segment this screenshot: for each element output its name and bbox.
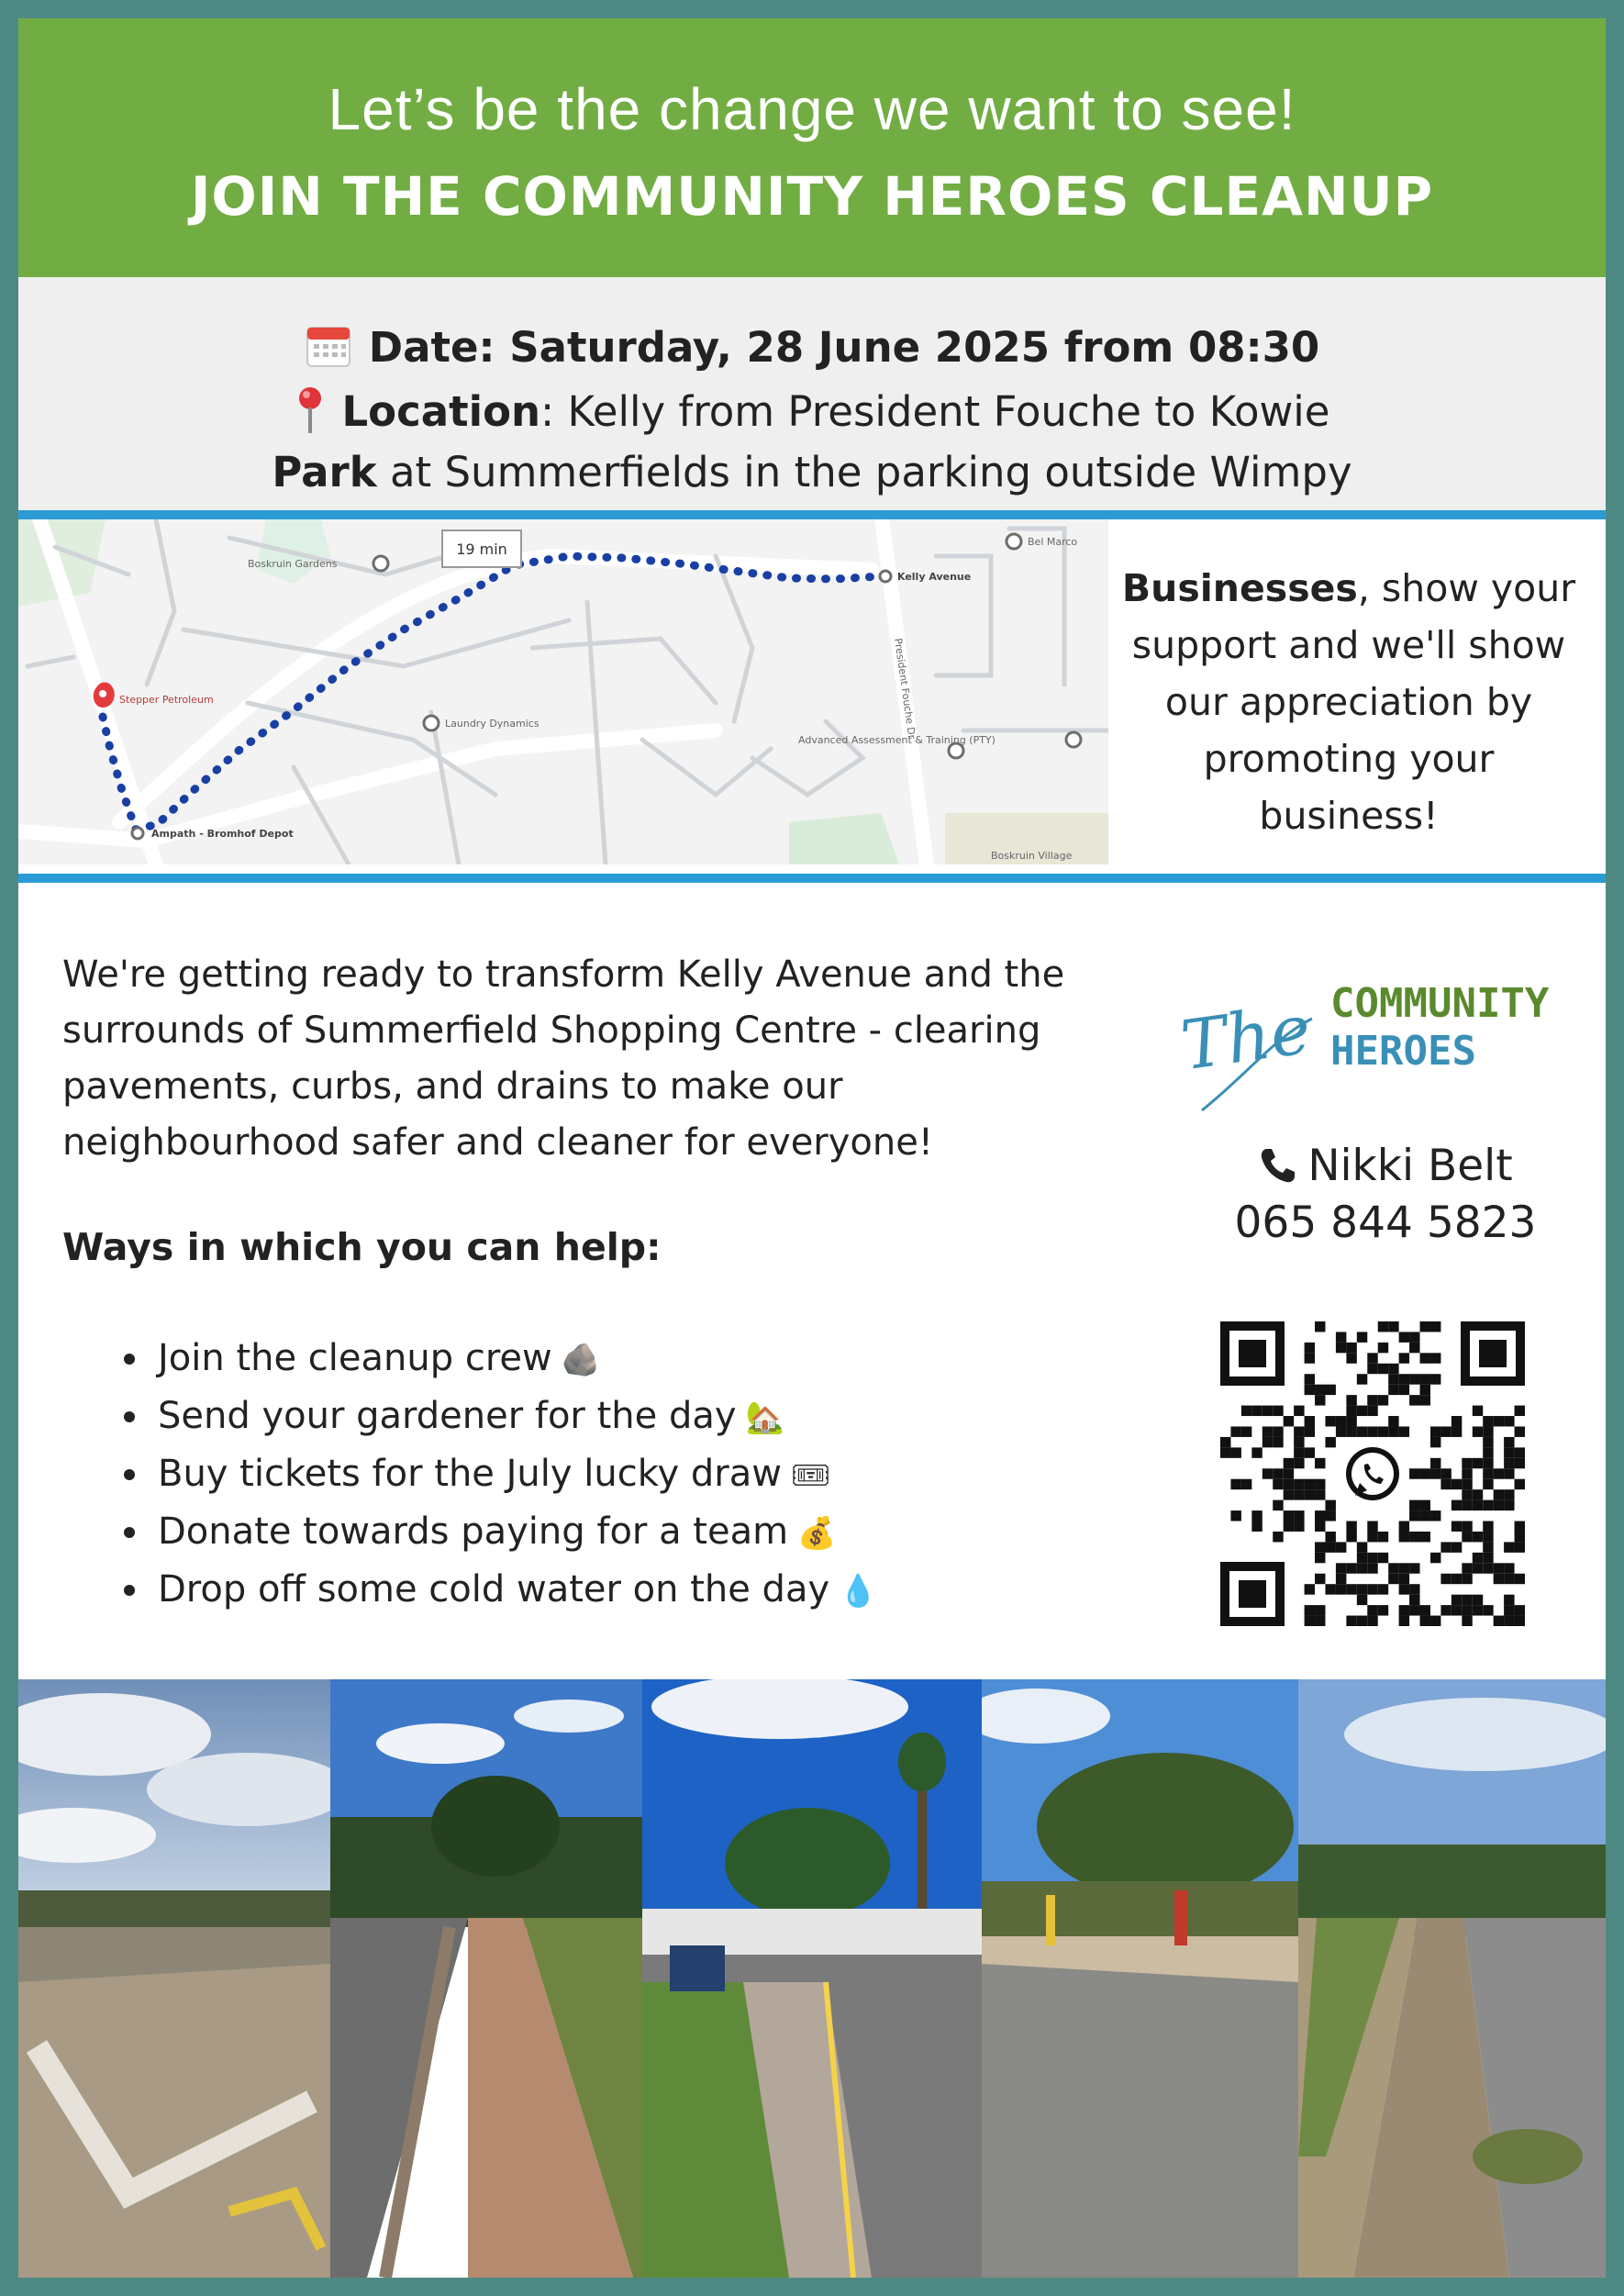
headline: JOIN THE COMMUNITY HEROES CLEANUP xyxy=(190,165,1434,228)
contact xyxy=(1165,1138,1606,1252)
photo-road-island xyxy=(982,1679,1298,2278)
map-label-boskruin: Boskruin Gardens xyxy=(248,558,338,570)
ways-title: Ways in which you can help: xyxy=(62,1225,662,1269)
map-label-belmarco: Bel Marco xyxy=(1028,536,1078,548)
pin-icon xyxy=(295,385,326,435)
date-text: Date: Saturday, 28 June 2025 from 08:30 xyxy=(368,323,1320,372)
map-label-president-fouche: President Fouche Dr xyxy=(892,637,918,741)
contact-phone: 065 844 5823 xyxy=(1234,1198,1537,1248)
park-label: Park xyxy=(272,448,377,496)
flyer xyxy=(18,18,1606,2278)
phone-icon xyxy=(1258,1145,1298,1186)
map-label-petroleum: Stepper Petroleum xyxy=(119,694,214,706)
business-lead: Businesses xyxy=(1121,566,1358,610)
list-item: • Buy tickets for the July lucky draw 🎟 xyxy=(152,1446,877,1504)
photo-sidewalk xyxy=(330,1679,642,2278)
map-duration: 19 min xyxy=(456,541,507,558)
business-text: , show your support and we'll show our appreciation by promoting your business! xyxy=(1131,566,1576,838)
contact-name-line xyxy=(1165,1138,1606,1195)
photo-cleaned-corner xyxy=(18,1679,330,2278)
photo-road-verge xyxy=(1298,1679,1606,2278)
route-map xyxy=(18,519,1108,864)
date-line xyxy=(18,321,1606,372)
list-item: • Drop off some cold water on the day 💧 xyxy=(152,1562,877,1620)
location-line xyxy=(18,385,1606,436)
logo-community: COMMUNITY xyxy=(1330,980,1550,1027)
ticket-icon: 🎟 xyxy=(790,1457,831,1494)
droplet-icon: 💧 xyxy=(839,1573,878,1610)
contact-name: Nikki Belt xyxy=(1307,1141,1513,1191)
map-label-village: Boskruin Village xyxy=(991,850,1073,862)
location-text: : Kelly from President Fouche to Kowie xyxy=(540,387,1330,436)
event-details xyxy=(18,277,1606,510)
divider-bottom xyxy=(18,874,1606,883)
map-label-ampath: Ampath - Bromhof Depot xyxy=(151,828,294,840)
header-banner xyxy=(18,18,1606,277)
map-label-kelly: Kelly Avenue xyxy=(897,571,972,583)
money-bag-icon: 💰 xyxy=(797,1515,837,1552)
map-canvas xyxy=(18,519,1108,864)
map-label-advanced: Advanced Assessment & Training (PTY) xyxy=(798,734,996,746)
divider-top xyxy=(18,510,1606,519)
description: We're getting ready to transform Kelly Avenue and the surrounds of Summerfield Shopping Centre - clearing pavements, curbs, and drains to make our neighbourhood safer and cleaner for everyone! xyxy=(62,953,1065,1164)
business-callout xyxy=(1119,560,1578,844)
tagline: Let’s be the change we want to see! xyxy=(328,76,1296,142)
ways-list xyxy=(106,1331,877,1620)
park-line xyxy=(18,448,1606,496)
house-icon: 🏡 xyxy=(745,1399,784,1436)
list-item: • Send your gardener for the day 🏡 xyxy=(152,1388,877,1446)
photo-intersection xyxy=(642,1679,982,2278)
whatsapp-qr-code[interactable] xyxy=(1220,1321,1525,1626)
location-label: Location xyxy=(341,387,541,436)
map-label-laundry: Laundry Dynamics xyxy=(445,718,539,730)
calendar-icon xyxy=(305,321,352,369)
park-text: at Summerfields in the parking outside Wimpy xyxy=(376,448,1352,496)
community-heroes-logo xyxy=(1165,964,1587,1138)
logo-heroes: HEROES xyxy=(1330,1028,1476,1075)
rock-icon: 🪨 xyxy=(561,1342,601,1378)
logo-script: The xyxy=(1176,989,1316,1087)
photo-strip xyxy=(18,1679,1606,2278)
whatsapp-icon xyxy=(1338,1439,1407,1509)
list-item: • Donate towards paying for a team 💰 xyxy=(152,1504,877,1562)
list-item: • Join the cleanup crew 🪨 xyxy=(152,1331,877,1388)
